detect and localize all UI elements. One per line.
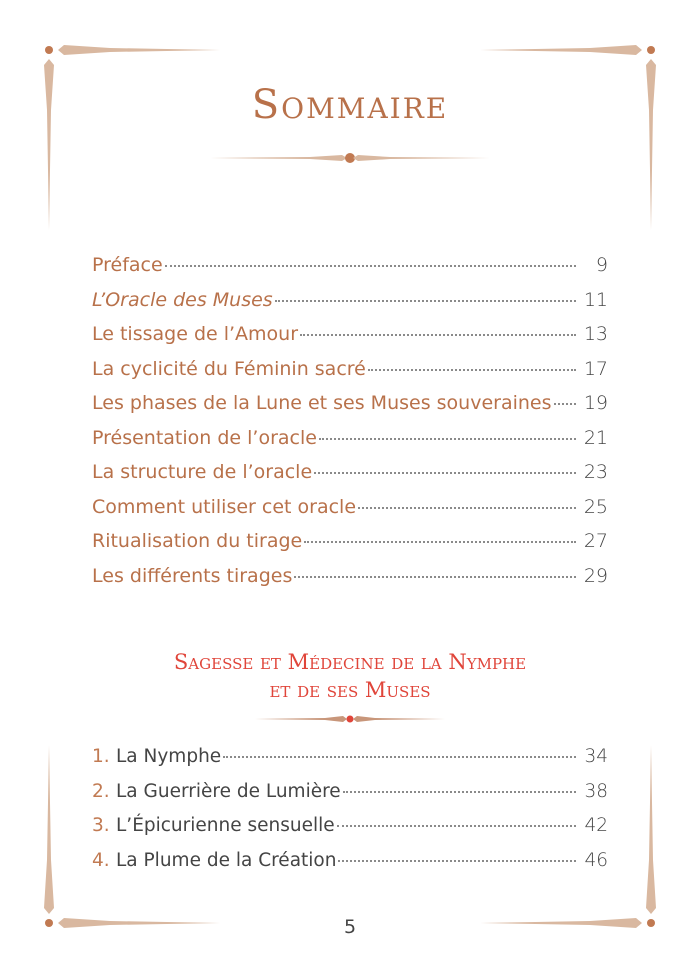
dot-leader (343, 791, 576, 793)
dot-leader (314, 472, 576, 474)
muse-label: L’Épicurienne sensuelle (116, 815, 335, 836)
muse-number: 3. (92, 815, 110, 836)
section-divider-ornament (255, 712, 445, 726)
toc-label: Préface (92, 254, 163, 276)
muse-number: 2. (92, 780, 110, 802)
muse-entry-guerriere[interactable] (92, 781, 608, 816)
toc-entry-tissage[interactable] (92, 323, 608, 358)
toc-label: La structure de l’oracle (92, 461, 313, 483)
dot-leader (554, 403, 577, 405)
toc-entry-oracle-des-muses[interactable] (92, 289, 608, 324)
dot-leader (337, 825, 576, 827)
muse-label-wrap (92, 781, 341, 802)
page-number: 5 (343, 916, 357, 938)
toc-label: Les différents tirages (92, 564, 293, 587)
toc-page: 25 (583, 495, 608, 518)
muse-label-wrap (92, 850, 336, 871)
dot-leader (358, 507, 576, 509)
page-title: Sommaire (251, 82, 449, 128)
toc-entry-ritualisation[interactable] (92, 530, 608, 565)
toc-entry-preface[interactable] (92, 254, 608, 289)
toc-entry-differents-tirages[interactable] (92, 565, 608, 600)
toc-label: Les phases de la Lune et ses Muses souveraines (92, 392, 552, 414)
toc-entry-cyclicite[interactable] (92, 358, 608, 393)
toc-label: La cyclicité du Féminin sacré (92, 357, 366, 380)
toc-page: 19 (583, 392, 608, 414)
dot-leader (223, 756, 576, 758)
dot-leader (165, 265, 576, 267)
muse-label: La Plume de la Création (116, 849, 337, 871)
muse-entry-epicurienne[interactable] (92, 815, 608, 850)
toc-page: 11 (583, 288, 608, 311)
toc-entry-phases-lune[interactable] (92, 392, 608, 427)
muse-number: 4. (92, 849, 110, 871)
toc-page: 17 (583, 357, 608, 380)
section-title-line2: et de ses Muses (269, 678, 431, 702)
muse-entry-plume[interactable] (92, 850, 608, 885)
dot-leader (319, 438, 576, 440)
toc-entry-comment-utiliser[interactable] (92, 496, 608, 531)
muse-label: La Guerrière de Lumière (116, 780, 341, 802)
dot-leader (338, 860, 576, 862)
muse-number: 1. (92, 746, 110, 767)
muses-list (92, 746, 608, 884)
muse-entry-nymphe[interactable] (92, 746, 608, 781)
toc-entry-presentation[interactable] (92, 427, 608, 462)
muse-page: 34 (584, 746, 608, 767)
section-title (0, 648, 700, 704)
muse-label-wrap (92, 815, 335, 836)
muse-page: 46 (584, 849, 608, 871)
title-divider-ornament (210, 150, 490, 166)
toc-label: Comment utiliser cet oracle (92, 495, 357, 518)
table-of-contents (92, 254, 608, 599)
toc-label: Le tissage de l’Amour (92, 323, 299, 345)
toc-label: Ritualisation du tirage (92, 530, 303, 552)
toc-page: 13 (583, 323, 608, 345)
toc-page: 21 (583, 426, 608, 449)
dot-leader (294, 576, 576, 578)
dot-leader (304, 541, 576, 543)
dot-leader (300, 334, 576, 336)
toc-entry-structure[interactable] (92, 461, 608, 496)
muse-page: 42 (584, 815, 608, 836)
muse-label-wrap (92, 746, 221, 767)
section-title-line1: Sagesse et Médecine de la Nymphe (173, 650, 527, 674)
toc-label: Présentation de l’oracle (92, 426, 317, 449)
toc-page: 9 (595, 254, 608, 276)
toc-page: 27 (583, 530, 608, 552)
toc-page: 23 (583, 461, 608, 483)
dot-leader (275, 300, 576, 302)
toc-page: 29 (583, 564, 608, 587)
muse-label: La Nymphe (116, 746, 222, 767)
muse-page: 38 (584, 780, 608, 802)
dot-leader (368, 369, 576, 371)
toc-label: L’Oracle des Muses (92, 288, 273, 311)
